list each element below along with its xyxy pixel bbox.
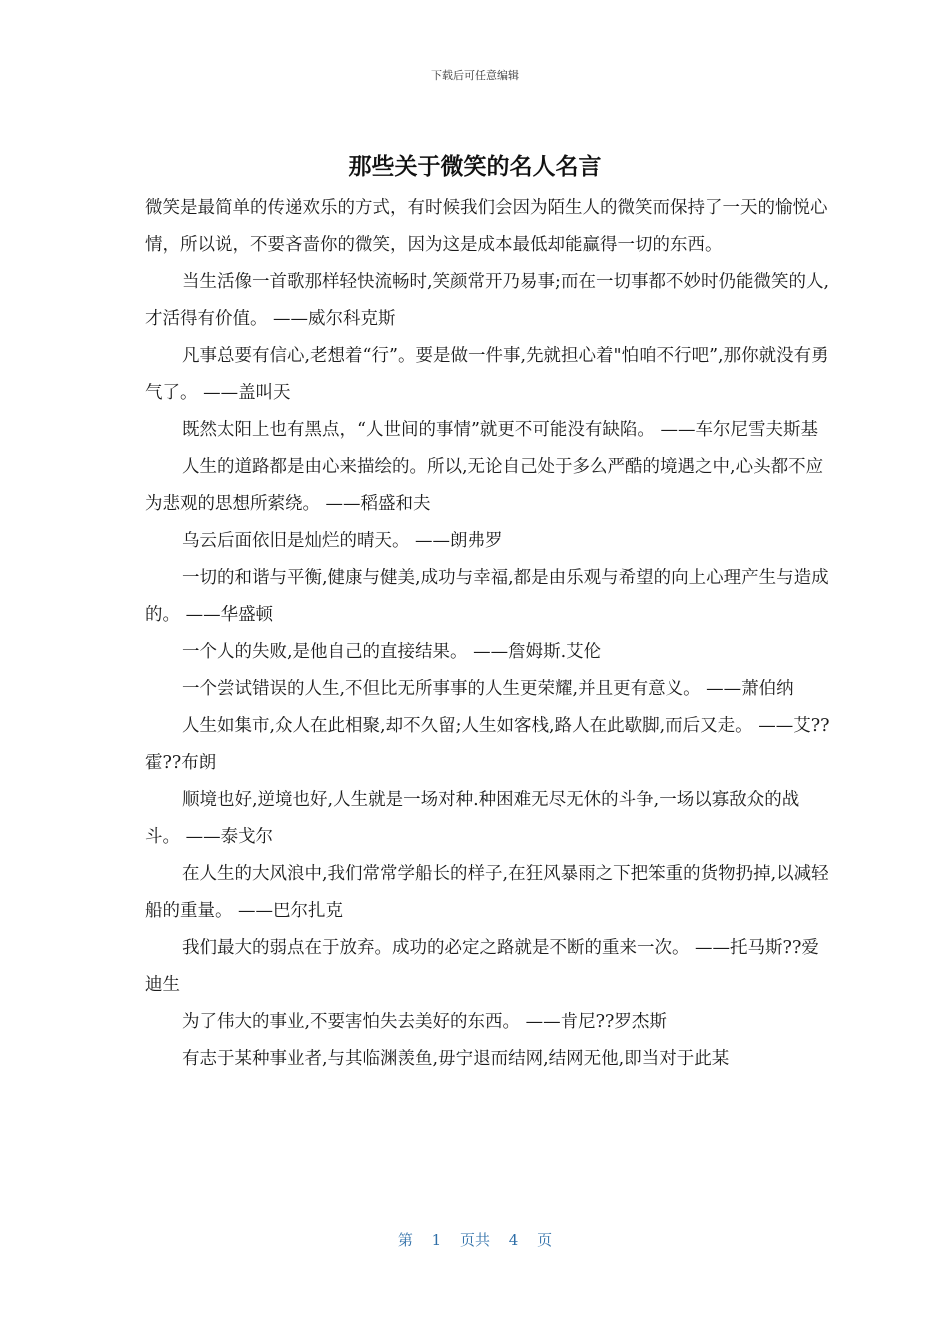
quote-paragraph: 为了伟大的事业,不要害怕失去美好的东西。 ——肯尼??罗杰斯 [182, 1012, 667, 1032]
quote-paragraph: 凡事总要有信心,老想着“行”。要是做一件事,先就担心着"怕咱不行吧”,那你就没有勇气了。 ——盖叫天 [145, 346, 829, 403]
quote-paragraph: 有志于某种事业者,与其临渊羡鱼,毋宁退而结网,结网无他,即当对于此某 [182, 1049, 730, 1069]
document-title: 那些关于微笑的名人名言 [348, 154, 602, 180]
quote-paragraph: 在人生的大风浪中,我们常常学船长的样子,在狂风暴雨之下把笨重的货物扔掉,以减轻船的重量。 ——巴尔扎克 [145, 864, 829, 921]
page-number-footer: 第 1 页共 4 页 [397, 1231, 553, 1249]
quote-paragraph: 乌云后面依旧是灿烂的晴天。 ——朗弗罗 [182, 531, 503, 551]
quote-paragraph: 当生活像一首歌那样轻快流畅时,笑颜常开乃易事;而在一切事都不妙时仍能微笑的人,才活得有价值。 ——威尔科克斯 [145, 272, 830, 329]
quote-paragraph: 一切的和谐与平衡,健康与健美,成功与幸福,都是由乐观与希望的向上心理产生与造成的。 ——华盛顿 [145, 568, 829, 625]
quote-paragraph: 顺境也好,逆境也好,人生就是一场对种.种困难无尽无休的斗争,一场以寡敌众的战斗。 ——泰戈尔 [145, 790, 800, 847]
document-body [145, 190, 830, 1078]
quote-paragraph: 一个人的失败,是他自己的直接结果。 ——詹姆斯.艾伦 [182, 642, 602, 662]
quote-paragraph: 一个尝试错误的人生,不但比无所事事的人生更荣耀,并且更有意义。 ——萧伯纳 [182, 679, 794, 699]
download-note: 下载后可任意编辑 [431, 69, 519, 82]
intro-paragraph: 微笑是最简单的传递欢乐的方式，有时候我们会因为陌生人的微笑而保持了一天的愉悦心情，所以说，不要吝啬你的微笑，因为这是成本最低却能赢得一切的东西。 [145, 198, 828, 255]
quote-paragraph: 既然太阳上也有黑点，“人世间的事情”就更不可能没有缺陷。 ——车尔尼雪夫斯基 [182, 420, 818, 440]
quote-paragraph: 人生的道路都是由心来描绘的。所以,无论自己处于多么严酷的境遇之中,心头都不应为悲观的思想所萦绕。 ——稻盛和夫 [145, 457, 824, 514]
quote-paragraph: 人生如集市,众人在此相聚,却不久留;人生如客栈,路人在此歇脚,而后又走。 ——艾??霍??布朗 [145, 716, 830, 773]
quote-paragraph: 我们最大的弱点在于放弃。成功的必定之路就是不断的重来一次。 ——托马斯??爱迪生 [145, 938, 819, 995]
